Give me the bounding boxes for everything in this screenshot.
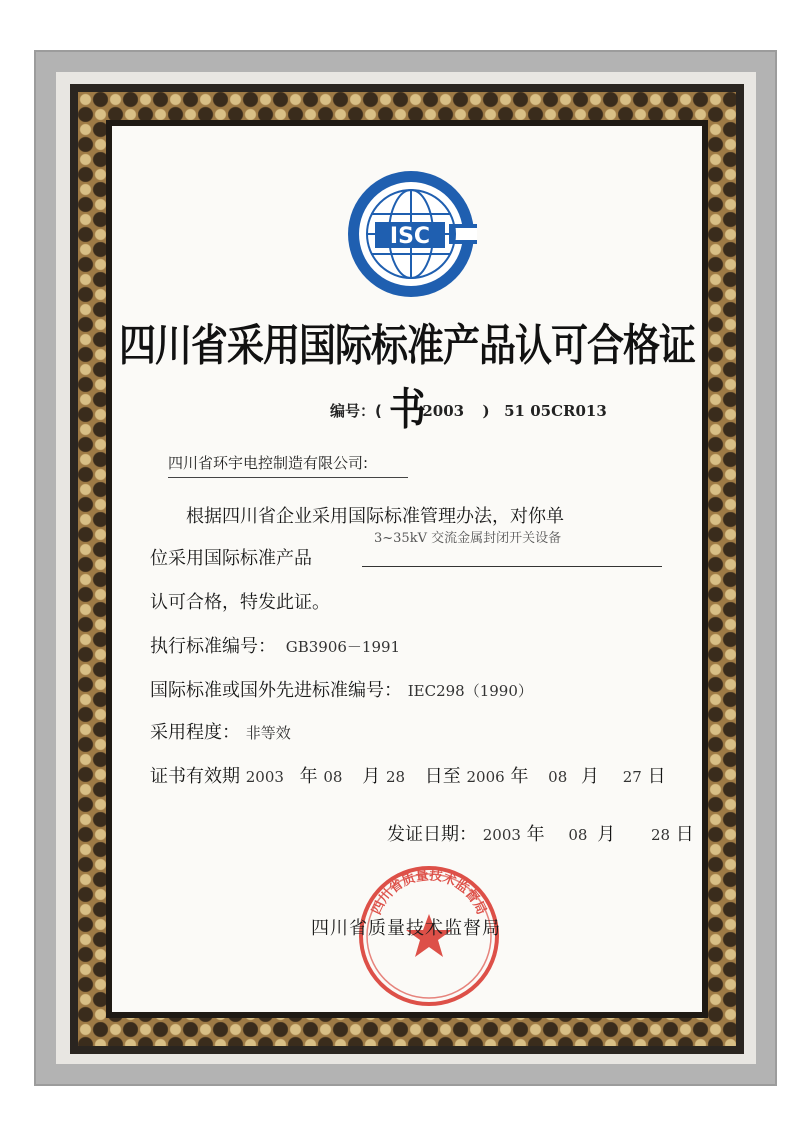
body-line-1: 根据四川省企业采用国际标准管理办法，对你单 [186, 506, 564, 527]
validity-to-month-char: 月 [581, 766, 599, 787]
svg-text:四川省质量技术监督局 [369, 867, 488, 917]
standard-label: 执行标准编号： [150, 636, 276, 657]
isc-logo-icon [345, 168, 477, 300]
adoption-label: 采用程度： [150, 722, 240, 743]
number-label: 编号：( [330, 402, 382, 420]
adoption-row [150, 718, 291, 744]
validity-month-char: 月 [362, 766, 381, 787]
seal-text: 四川省质量技术监督局 [369, 868, 489, 918]
logo-text: ISC [389, 224, 431, 249]
validity-day-to: 日至 [424, 766, 461, 787]
issue-month-char: 月 [597, 824, 616, 845]
certificate-number [330, 400, 607, 421]
number-year: 2003 [422, 402, 465, 420]
body-line-3: 认可合格，特发此证。 [150, 592, 330, 613]
validity-to-month: 08 [548, 768, 568, 786]
standard-value: GB3906－1991 [285, 638, 401, 656]
validity-to-year: 2006 [466, 768, 505, 786]
issue-year: 2003 [482, 826, 521, 844]
issue-month: 08 [568, 826, 588, 844]
intl-standard-label: 国际标准或国外先进标准编号： [150, 680, 402, 701]
product-underline [362, 566, 662, 567]
validity-from-year: 2003 [245, 768, 284, 786]
company-name: 四川省环宇电控制造有限公司: [168, 452, 408, 478]
intl-standard-row [150, 676, 533, 702]
issuing-authority: 四川省质量技术监督局 [311, 918, 501, 939]
validity-year-char: 年 [299, 766, 318, 787]
issue-day: 28 [650, 826, 671, 844]
number-close: ) [482, 402, 490, 420]
certificate-title: 四川省采用国际标准产品认可合格证书 [119, 320, 695, 436]
issue-day-char: 日 [675, 824, 694, 845]
adoption-value: 非等效 [245, 724, 291, 742]
number-code: 51 05CR013 [504, 402, 607, 420]
validity-from-day: 28 [385, 768, 406, 786]
validity-to-year-char: 年 [510, 766, 529, 787]
validity-label: 证书有效期 [150, 766, 240, 787]
product-name: 3~35kV 交流金属封闭开关设备 [374, 531, 562, 546]
standard-row [150, 632, 400, 658]
issue-date-label: 发证日期： [387, 824, 477, 845]
body-line-2: 位采用国际标准产品 [150, 548, 312, 569]
validity-row [150, 762, 666, 788]
validity-to-day: 27 [622, 768, 642, 786]
validity-day-char: 日 [647, 766, 666, 787]
intl-standard-value: IEC298（1990） [407, 682, 533, 700]
issue-date-row [387, 820, 694, 846]
issue-year-char: 年 [526, 824, 545, 845]
validity-from-month: 08 [323, 768, 343, 786]
